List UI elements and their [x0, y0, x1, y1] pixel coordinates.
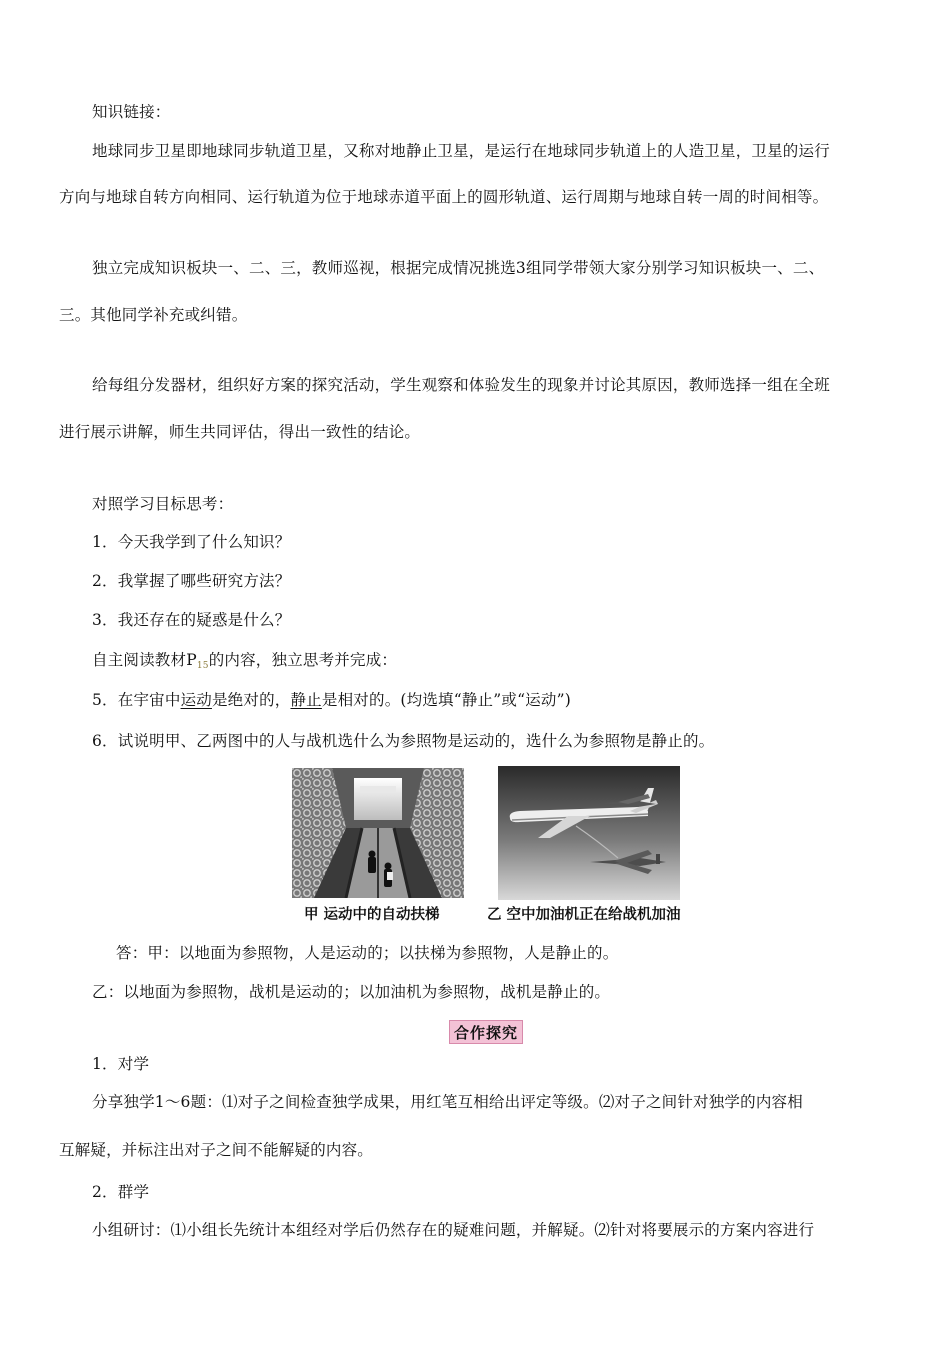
aerial-refueling-caption: 乙 空中加油机正在给战机加油	[487, 906, 681, 923]
q5-blank-2: 静止	[290, 691, 322, 709]
explore-line-1: 给每组分发器材，组织好方案的探究活动，学生观察和体验发生的现象并讨论其原因，教师选择一组在全班	[92, 376, 830, 394]
group-study-line-1: 小组研讨：⑴小组长先统计本组经对学后仍然存在的疑难问题，并解疑。⑵针对将要展示的方案内容进行	[92, 1221, 815, 1239]
question-5	[92, 690, 571, 710]
pair-study-line-1: 分享独学1～6题：⑴对子之间检查独学成果，用红笔互相给出评定等级。⑵对子之间针对独学的内容相	[92, 1093, 803, 1111]
reading-prefix: 自主阅读教材P	[92, 651, 197, 669]
group-study-heading: 2．群学	[92, 1183, 150, 1201]
q5-blank-1: 运动	[180, 691, 212, 709]
escalator-photo	[292, 768, 464, 898]
reading-instruction	[92, 650, 397, 676]
q5-mid: 是绝对的，	[211, 691, 291, 709]
reading-suffix: 的内容，独立思考并完成：	[208, 651, 398, 669]
knowledge-link-line-2: 方向与地球自转方向相同、运行轨道为位于地球赤道平面上的圆形轨道、运行周期与地球自转一周的时间相等。	[59, 188, 829, 206]
pair-study-line-2: 互解疑，并标注出对子之间不能解疑的内容。	[59, 1141, 374, 1159]
answer-line-2: 乙：以地面为参照物，战机是运动的；以加油机为参照物，战机是静止的。	[92, 983, 611, 1001]
knowledge-link-heading: 知识链接：	[92, 103, 171, 121]
reflect-question-2: 2．我掌握了哪些研究方法？	[92, 572, 291, 590]
reflect-question-1: 1．今天我学到了什么知识？	[92, 533, 291, 551]
explore-line-2: 进行展示讲解，师生共同评估，得出一致性的结论。	[59, 423, 421, 441]
section-badge-label: 合作探究	[454, 1023, 519, 1042]
section-badge	[449, 1020, 523, 1044]
aerial-refueling-photo	[498, 766, 680, 900]
q5-prefix: 5．在宇宙中	[92, 691, 181, 709]
escalator-caption: 甲 运动中的自动扶梯	[304, 906, 440, 923]
answer-line-1: 答：甲：以地面为参照物，人是运动的；以扶梯为参照物，人是静止的。	[116, 944, 619, 962]
pair-study-heading: 1．对学	[92, 1055, 150, 1073]
knowledge-link-line-1: 地球同步卫星即地球同步轨道卫星，又称对地静止卫星，是运行在地球同步轨道上的人造卫星，卫星的运行	[92, 142, 830, 160]
question-6: 6．试说明甲、乙两图中的人与战机选什么为参照物是运动的，选什么为参照物是静止的。	[92, 732, 715, 750]
independent-line-2: 三。其他同学补充或纠错。	[59, 306, 248, 324]
reading-page-number: 15	[196, 661, 209, 671]
reflect-heading: 对照学习目标思考：	[92, 495, 234, 513]
q5-suffix: 是相对的。(均选填“静止”或“运动”)	[321, 691, 571, 709]
independent-line-1: 独立完成知识板块一、二、三，教师巡视，根据完成情况挑选3组同学带领大家分别学习知识板块一、二、	[92, 259, 825, 277]
reflect-question-3: 3．我还存在的疑惑是什么？	[92, 611, 291, 629]
